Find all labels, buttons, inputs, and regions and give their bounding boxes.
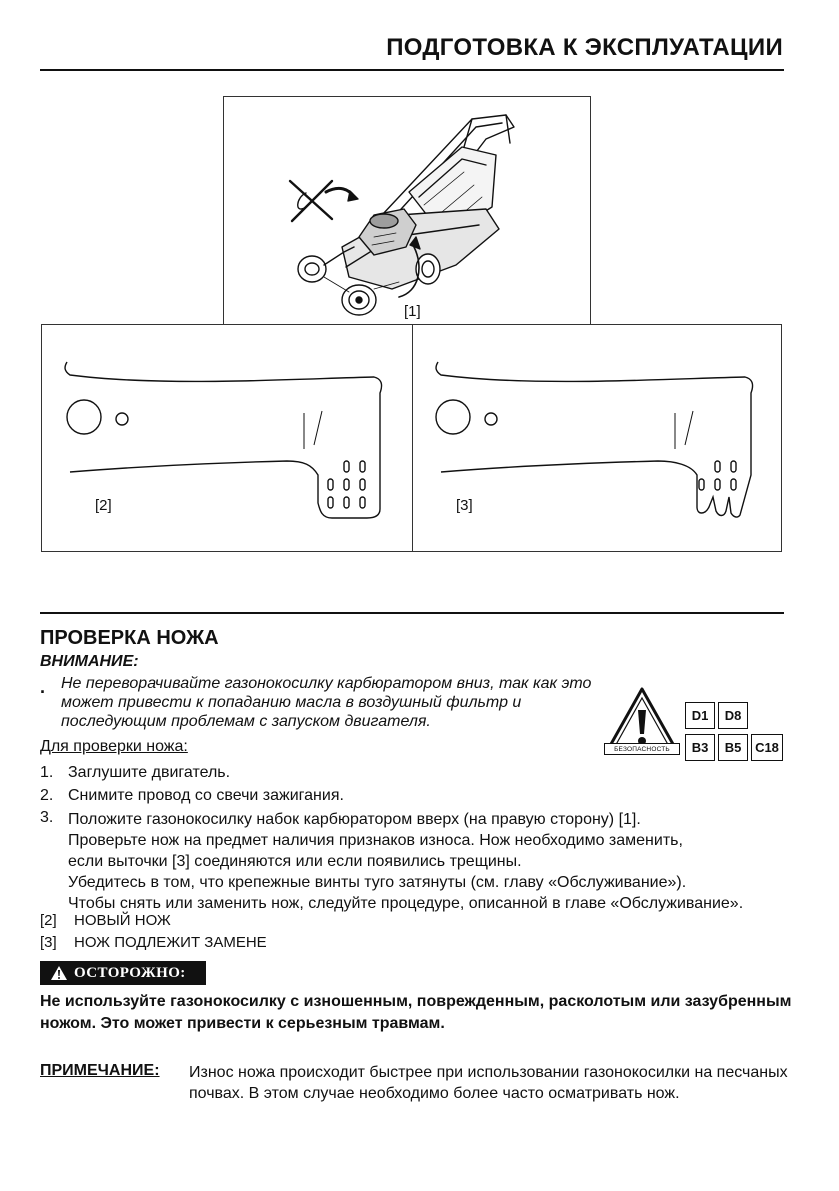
code-c18: C18 [751,734,783,761]
subheading: Для проверки ножа: [40,738,188,755]
worn-blade-figure [412,324,782,552]
new-blade-figure [41,324,413,552]
note-text: Износ ножа происходит быстрее при использовании газонокосилки на песчаных почвах. В этом случае необходимо более часто осматривать нож. [189,1064,788,1102]
step-number: 1. [40,764,54,781]
new-blade-illustration [42,325,412,551]
mower-illustration [224,97,590,324]
warning-banner [40,961,206,985]
figure-label-3: [3] [456,497,473,514]
step-3-line: Убедитесь в том, что крепежные винты туго затянуты (см. главу «Обслуживание»). [68,874,687,891]
legend-key: [2] [40,912,57,929]
page-title: ПОДГОТОВКА К ЭКСПЛУАТАЦИИ [386,34,783,61]
warning-label: ОСТОРОЖНО: [74,964,186,981]
code-b3: B3 [685,734,715,761]
step-3-line: Положите газонокосилку набок карбюратором вверх (на правую сторону) [1]. [68,811,641,828]
mower-figure [223,96,591,325]
note-label: ПРИМЕЧАНИЕ: [40,1062,160,1079]
warning-text: Не используйте газонокосилку с изношенным, поврежденным, расколотым или зазубренным ножом. Это может привести к серьезным травмам. [40,993,792,1032]
step-3-line: Чтобы снять или заменить нож, следуйте процедуре, описанной в главе «Обслуживание». [68,895,744,912]
step-3-text [68,809,743,914]
warning-triangle-icon [50,965,68,981]
step-text: Заглушите двигатель. [68,764,231,781]
step-number: 3. [40,809,54,826]
bullet-mark: . [40,677,46,697]
section-rule [40,612,784,614]
step-3-line: если выточки [3] соединяются или если появились трещины. [68,853,522,870]
figure-label-1: [1] [404,303,421,320]
legend-key: [3] [40,934,57,951]
step-number: 2. [40,787,54,804]
worn-blade-illustration [413,325,781,551]
safety-symbol [604,686,680,762]
legend-text: НОЖ ПОДЛЕЖИТ ЗАМЕНЕ [74,934,267,951]
code-d8: D8 [718,702,748,729]
legend-item [40,934,267,951]
attention-label: ВНИМАНИЕ: [40,653,139,670]
step-3-line: Проверьте нож на предмет наличия признаков износа. Нож необходимо заменить, [68,832,683,849]
legend-item [40,912,171,929]
section-title: ПРОВЕРКА НОЖА [40,627,219,649]
safety-label: БЕЗОПАСНОСТЬ [604,743,680,755]
attention-bullet-text: Не переворачивайте газонокосилку карбюратором вниз, так как это может привести к попаданию масла в воздушный фильтр и последующим проблемам с запуском двигателя. [61,675,592,730]
code-b5: B5 [718,734,748,761]
legend-text: НОВЫЙ НОЖ [74,912,171,929]
step-text: Снимите провод со свечи зажигания. [68,787,344,804]
header-rule [40,69,784,71]
code-d1: D1 [685,702,715,729]
figure-label-2: [2] [95,497,112,514]
